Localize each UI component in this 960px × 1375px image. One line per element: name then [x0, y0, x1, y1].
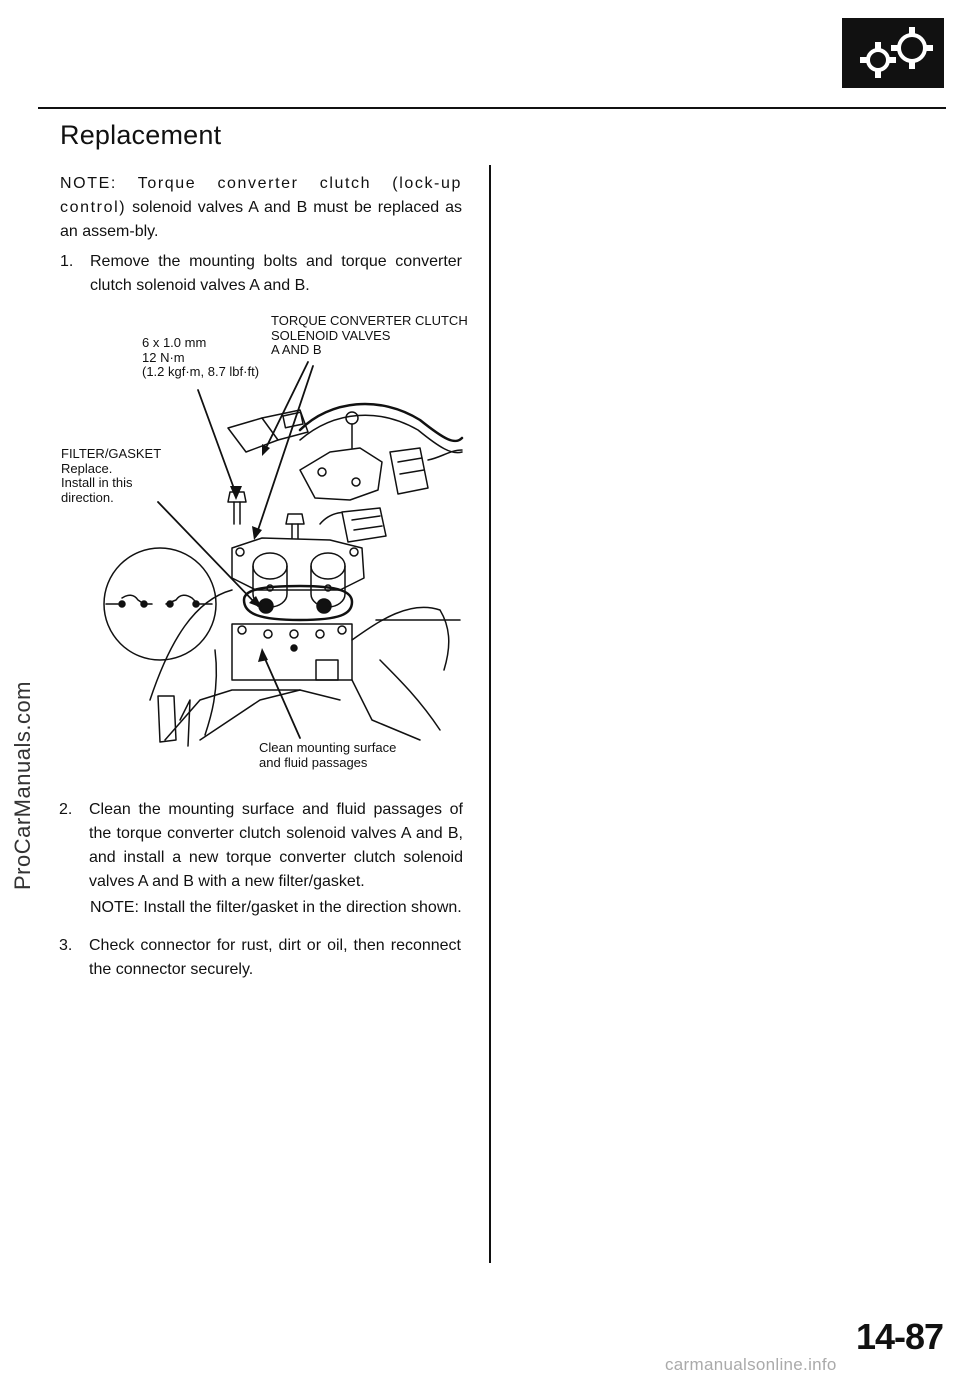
transmission-body — [150, 590, 460, 746]
note-first-line: NOTE: Torque converter clutch (lock-up control) — [60, 175, 462, 216]
valve-connector — [320, 508, 386, 542]
mounting-surface-label: Clean mounting surface and fluid passages — [259, 740, 397, 770]
step-number: 3. — [59, 937, 73, 954]
step-2-note: NOTE: Install the filter/gasket in the direction shown. — [90, 899, 462, 916]
bottom-watermark: carmanualsonline.info — [665, 1355, 837, 1374]
step-number: 1. — [60, 253, 74, 270]
page-number: 14-87 — [856, 1316, 944, 1357]
leader-bolt — [198, 390, 236, 494]
note-rest: solenoid valves A and B must be replaced as an assem-bly. — [60, 199, 463, 240]
step-3 — [59, 934, 463, 984]
side-watermark: ProCarManuals.com — [10, 680, 35, 890]
step-number: 2. — [59, 801, 73, 818]
upper-bracket — [300, 412, 382, 500]
wire-harness — [300, 404, 462, 441]
step-text: Clean the mounting surface and fluid passages of the torque converter clutch solenoid valves A and B, and install a new torque converter clutch solenoid valves A and B with a new filter/gasket. — [89, 801, 463, 890]
connector-right — [390, 448, 462, 494]
solenoid-valves-label: TORQUE CONVERTER CLUTCH SOLENOID VALVES A AND B — [271, 313, 468, 357]
gasket-detail-inset — [104, 548, 216, 660]
step-text: Check connector for rust, dirt or oil, then reconnect the connector securely. — [89, 937, 461, 978]
step-2 — [59, 798, 463, 890]
bolt-spec-label: 6 x 1.0 mm 12 N·m (1.2 kgf·m, 8.7 lbf·ft) — [142, 335, 260, 379]
filter-gasket-label: FILTER/GASKET Replace. Install in this direction. — [61, 446, 162, 505]
step-text: Remove the mounting bolts and torque converter clutch solenoid valves A and B. — [90, 253, 462, 294]
filter-gasket — [244, 586, 352, 620]
page-title: Replacement — [60, 120, 222, 150]
